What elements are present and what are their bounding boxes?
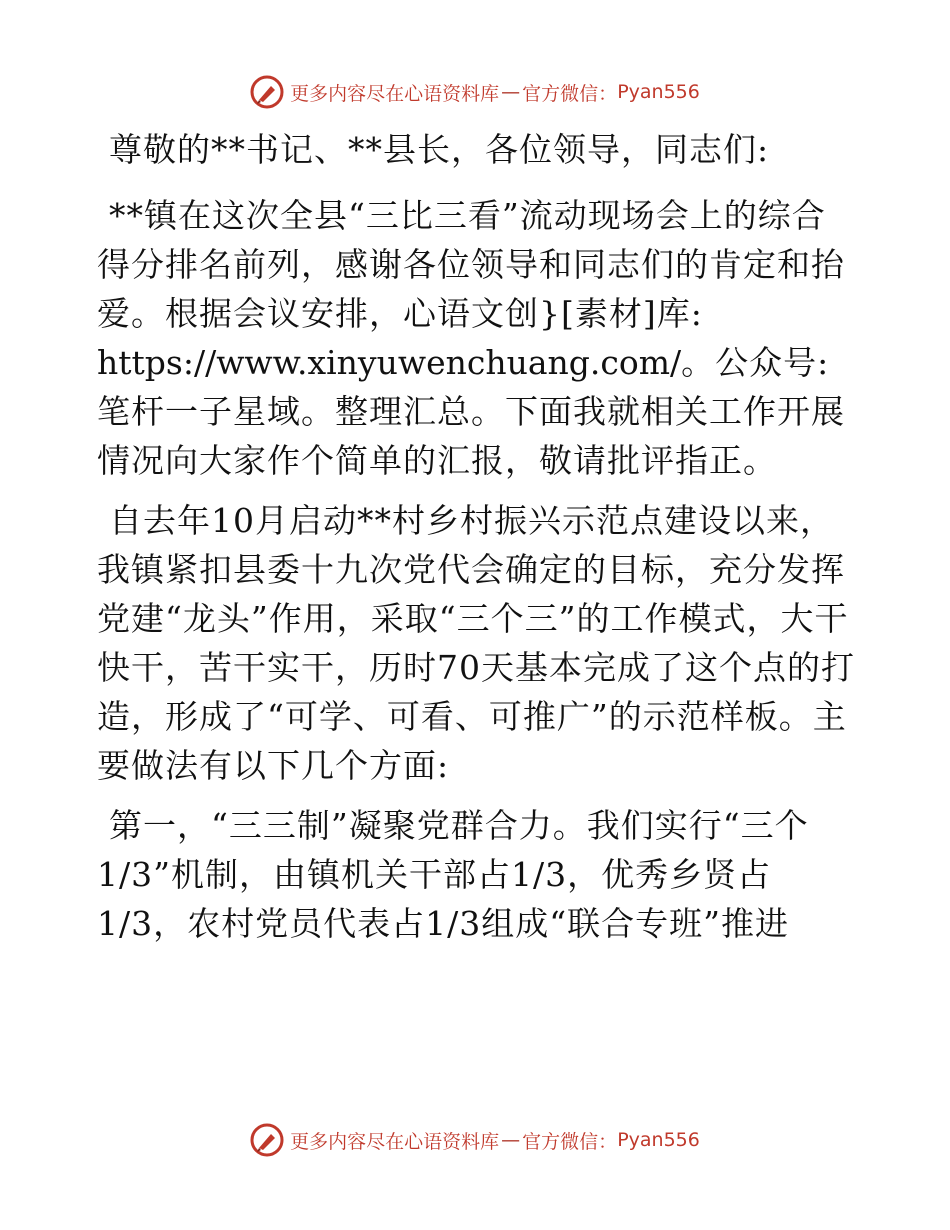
watermark-text: 更多内容尽在心语资料库 (290, 1130, 500, 1153)
paragraph-2: 自去年10月启动**村乡村振兴示范点建设以来，我镇紧扣县委十九次党代会确定的目标，充分发挥党建“龙头”作用，采取“三个三”的工作模式，大干快干，苦干实干，历时70天基本完成了这个点的打造，形成了“可学、可看、可推广”的示范样板。主要做法有以下几个方面: (97, 501, 855, 785)
watermark-wechat-account: Pyan556 (617, 81, 700, 103)
paragraph-1 (97, 191, 857, 485)
watermark-text: 更多内容尽在心语资料库 (290, 82, 500, 105)
watermark-footer (0, 1120, 950, 1160)
document-body (97, 125, 857, 959)
watermark-wechat-account: Pyan556 (617, 1129, 700, 1151)
watermark-wechat-label: 官方微信： (522, 82, 618, 105)
source-url: https://www.xinyuwenchuang.com/ (97, 343, 682, 382)
pen-logo-icon (250, 75, 284, 109)
watermark-separator: — (501, 1129, 521, 1151)
watermark-separator: — (501, 81, 521, 103)
paragraph-1-text-before-url: **镇在这次全县“三比三看”流动现场会上的综合得分排名前列，感谢各位领导和同志们的肯定和抬爱。根据会议安排，心语文创}[素材]库: (97, 196, 845, 333)
watermark-header (0, 72, 950, 112)
pen-logo-icon (250, 1123, 284, 1157)
watermark-wechat-label: 官方微信： (522, 1130, 618, 1153)
paragraph-1-text-after-url: 。公众号: 笔杆一子星域。整理汇总。下面我就相关工作开展情况向大家作个简单的汇报，敬请批评指正。 (97, 343, 845, 480)
salutation: 尊敬的**书记、**县长，各位领导，同志们: (109, 130, 770, 169)
paragraph-3: 第一，“三三制”凝聚党群合力。我们实行“三个1/3”机制，由镇机关干部占1/3，优秀乡贤占1/3，农村党员代表占1/3组成“联合专班”推进 (97, 806, 809, 943)
